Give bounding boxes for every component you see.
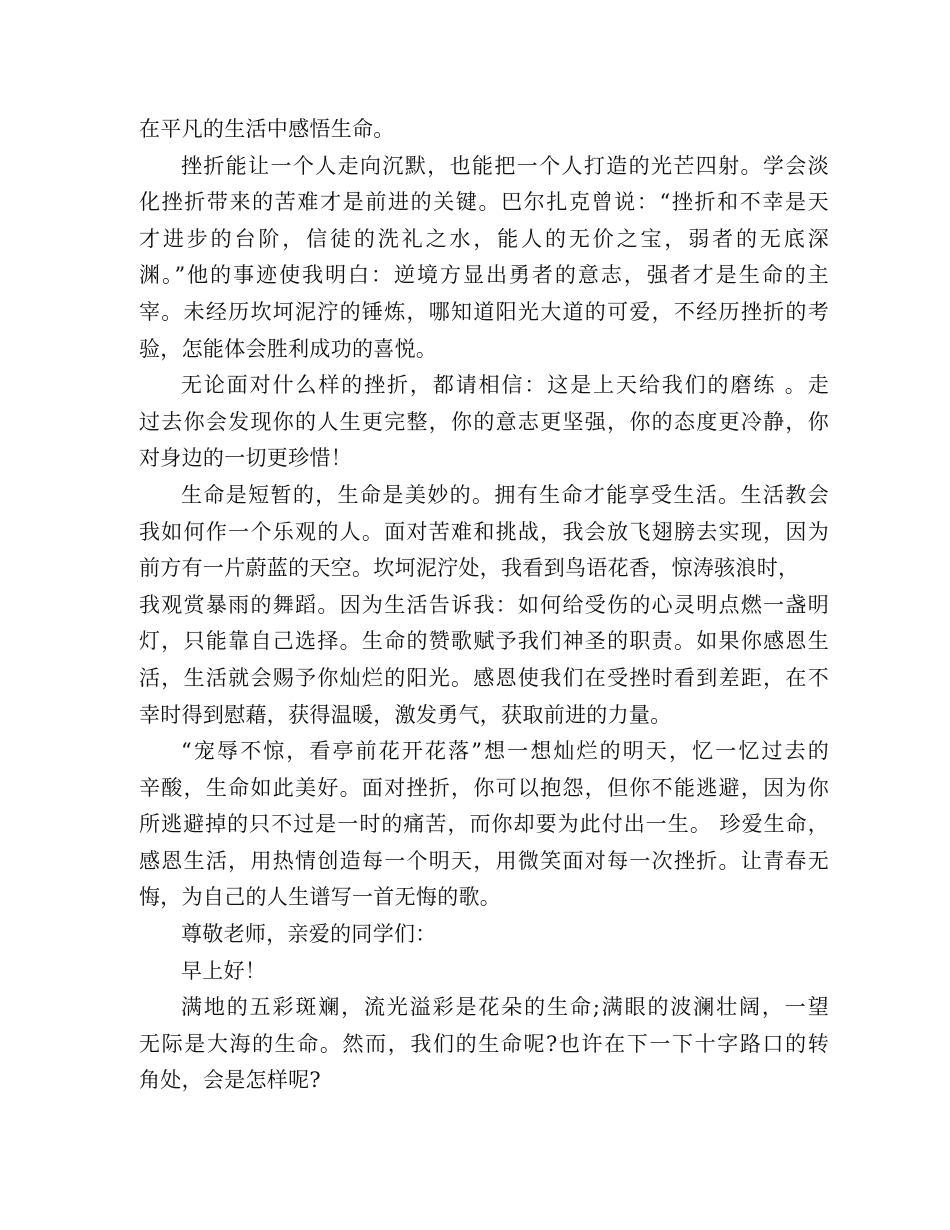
text-line: 无际是大海的生命。然而，我们的生命呢?也许在下一下十字路口的转 xyxy=(139,1031,829,1056)
text-line: 悔，为自己的人生谱写一首无悔的歌。 xyxy=(139,885,502,910)
text-line: 尊敬老师，亲爱的同学们： xyxy=(181,922,437,947)
text-line: 化挫折带来的苦难才是前进的关键。巴尔扎克曾说：“挫折和不幸是天 xyxy=(139,190,829,215)
text-line: “宠辱不惊，看亭前花开花落”想一想灿烂的明天，忆一忆过去的 xyxy=(181,739,829,764)
text-line: 对身边的一切更珍惜！ xyxy=(139,446,352,471)
text-line: 满地的五彩斑斓，流光溢彩是花朵的生命;满眼的波澜壮阔，一望 xyxy=(181,995,829,1020)
document-body xyxy=(139,111,829,1099)
text-line: 灯，只能靠自己选择。生命的赞歌赋予我们神圣的职责。如果你感恩生 xyxy=(139,629,829,654)
text-line: 我观赏暴雨的舞蹈。因为生活告诉我：如何给受伤的心灵明点燃一盏明 xyxy=(139,592,829,617)
text-line: 角处，会是怎样呢? xyxy=(139,1068,321,1093)
text-line: 早上好！ xyxy=(181,958,267,983)
text-line: 生命是短暂的，生命是美妙的。拥有生命才能享受生活。生活教会 xyxy=(181,482,829,507)
text-line: 才进步的台阶，信徒的洗礼之水，能人的无价之宝，弱者的无底深 xyxy=(139,226,829,251)
text-line: 宰。未经历坎坷泥泞的锤炼，哪知道阳光大道的可爱，不经历挫折的考 xyxy=(139,299,829,324)
text-line: 过去你会发现你的人生更完整，你的意志更坚强，你的态度更冷静，你 xyxy=(139,409,829,434)
text-line: 前方有一片蔚蓝的天空。坎坷泥泞处，我看到鸟语花香，惊涛骇浪时， xyxy=(139,556,800,581)
text-line: 所逃避掉的只不过是一时的痛苦，而你却要为此付出一生。 珍爱生命， xyxy=(139,812,829,837)
text-line: 我如何作一个乐观的人。面对苦难和挑战，我会放飞翅膀去实现，因为 xyxy=(139,519,829,544)
text-line: 渊。”他的事迹使我明白：逆境方显出勇者的意志，强者才是生命的主 xyxy=(139,263,829,288)
text-line: 辛酸，生命如此美好。面对挫折，你可以抱怨，但你不能逃避，因为你 xyxy=(139,775,829,800)
text-line: 无论面对什么样的挫折，都请相信：这是上天给我们的磨练 。走 xyxy=(181,373,829,398)
text-line: 挫折能让一个人走向沉默，也能把一个人打造的光芒四射。学会淡 xyxy=(181,153,829,178)
text-line: 幸时得到慰藉，获得温暖，激发勇气，获取前进的力量。 xyxy=(139,702,672,727)
text-line: 活，生活就会赐予你灿烂的阳光。感恩使我们在受挫时看到差距，在不 xyxy=(139,665,829,690)
text-line: 感恩生活，用热情创造每一个明天，用微笑面对每一次挫折。让青春无 xyxy=(139,848,829,873)
text-line: 在平凡的生活中感悟生命。 xyxy=(139,117,395,141)
text-line: 验，怎能体会胜利成功的喜悦。 xyxy=(139,336,438,361)
